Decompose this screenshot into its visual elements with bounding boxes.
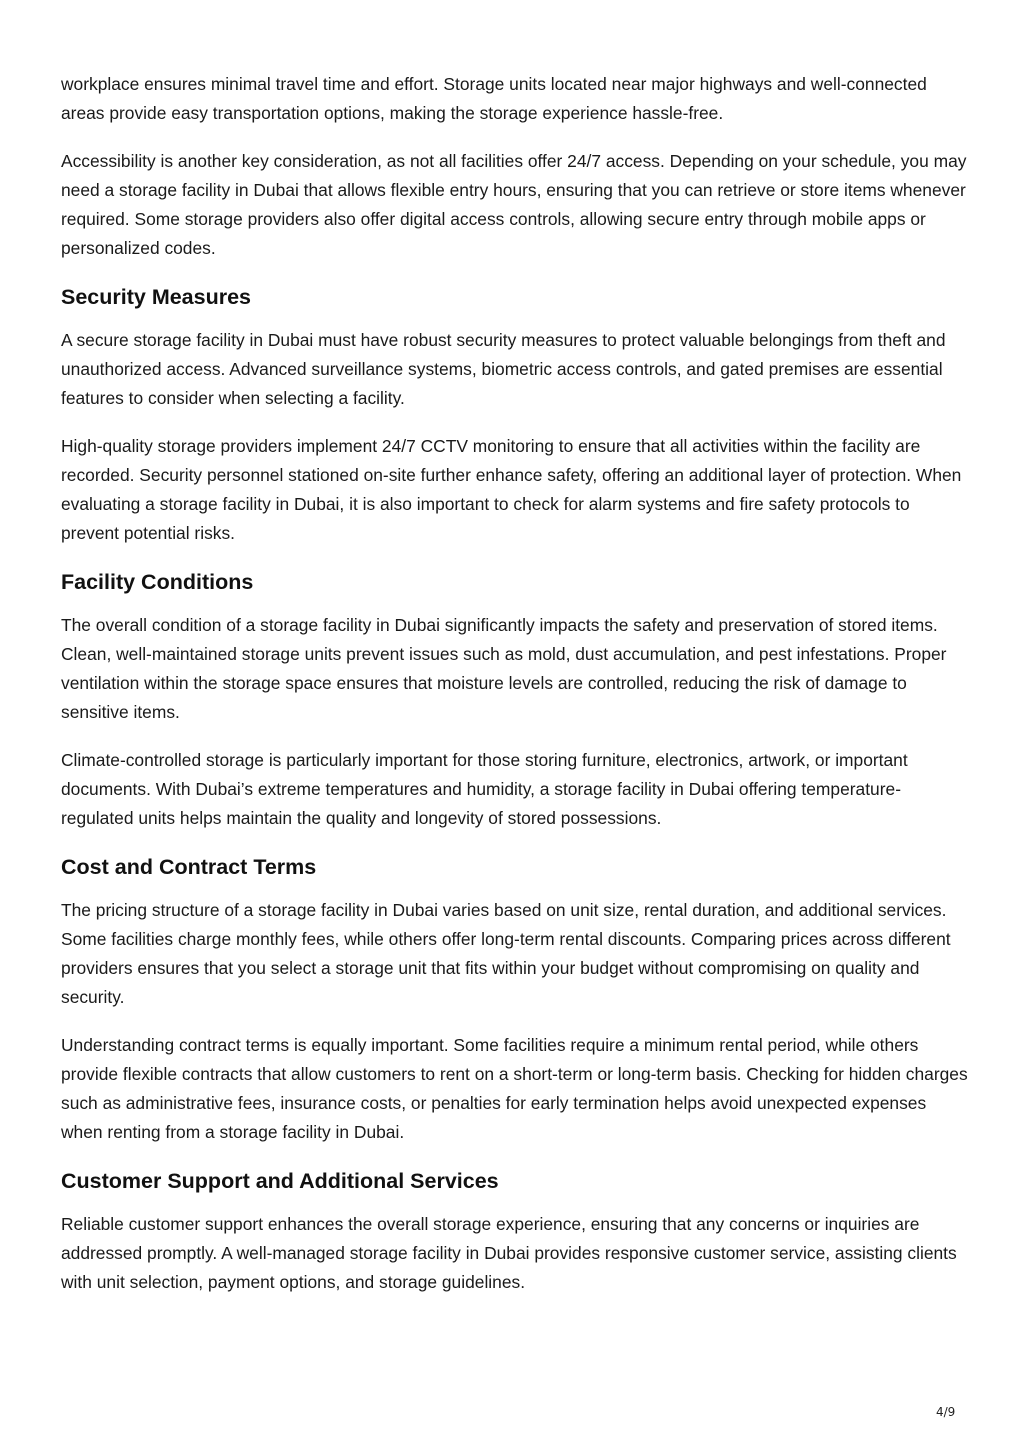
paragraph: The overall condition of a storage facility in Dubai significantly impacts the safety and preservation of stored items. Clean, well-maintained storage units prevent issues such as mold, dust accumulation, and pest infestations. Proper ventilation within the storage space ensures that moisture levels are controlled, reducing the risk of damage to sensitive items. (61, 615, 947, 722)
section-heading-security-measures: Security Measures (61, 285, 252, 309)
paragraph: Climate-controlled storage is particularly important for those storing furniture, electronics, artwork, or important documents. With Dubai’s extreme temperatures and humidity, a storage facility in Dubai offering temperature-regulated units helps maintain the quality and longevity of stored possessions. (61, 750, 908, 828)
paragraph: High-quality storage providers implement 24/7 CCTV monitoring to ensure that all activities within the facility are recorded. Security personnel stationed on-site further enhance safety, offering an additional layer of protection. When evaluating a storage facility in Dubai, it is also important to check for alarm systems and fire safety protocols to prevent potential risks. (61, 436, 962, 543)
page-number: 4/9 (936, 1405, 956, 1419)
section-heading-cost-and-contract-terms: Cost and Contract Terms (61, 855, 317, 879)
section-heading-customer-support: Customer Support and Additional Services (61, 1169, 499, 1193)
paragraph: Reliable customer support enhances the overall storage experience, ensuring that any concerns or inquiries are addressed promptly. A well-managed storage facility in Dubai provides responsive customer service, assisting clients with unit selection, payment options, and storage guidelines. (61, 1214, 957, 1292)
paragraph: A secure storage facility in Dubai must have robust security measures to protect valuable belongings from theft and unauthorized access. Advanced surveillance systems, biometric access controls, and gated premises are essential features to consider when selecting a facility. (61, 330, 946, 408)
paragraph: The pricing structure of a storage facility in Dubai varies based on unit size, rental duration, and additional services. Some facilities charge monthly fees, while others offer long-term rental discounts. Comparing prices across different providers ensures that you select a storage unit that fits within your budget without compromising on quality and security. (61, 900, 951, 1007)
section-heading-facility-conditions: Facility Conditions (61, 570, 254, 594)
paragraph: Understanding contract terms is equally important. Some facilities require a minimum rental period, while others provide flexible contracts that allow customers to rent on a short-term or long-term basis. Checking for hidden charges such as administrative fees, insurance costs, or penalties for early termination helps avoid unexpected expenses when renting from a storage facility in Dubai. (61, 1035, 968, 1142)
document-body (61, 70, 971, 1316)
paragraph: workplace ensures minimal travel time and effort. Storage units located near major highways and well-connected areas provide easy transportation options, making the storage experience hassle-free. (61, 74, 927, 123)
paragraph: Accessibility is another key consideration, as not all facilities offer 24/7 access. Depending on your schedule, you may need a storage facility in Dubai that allows flexible entry hours, ensuring that you can retrieve or store items whenever required. Some storage providers also offer digital access controls, allowing secure entry through mobile apps or personalized codes. (61, 151, 967, 258)
